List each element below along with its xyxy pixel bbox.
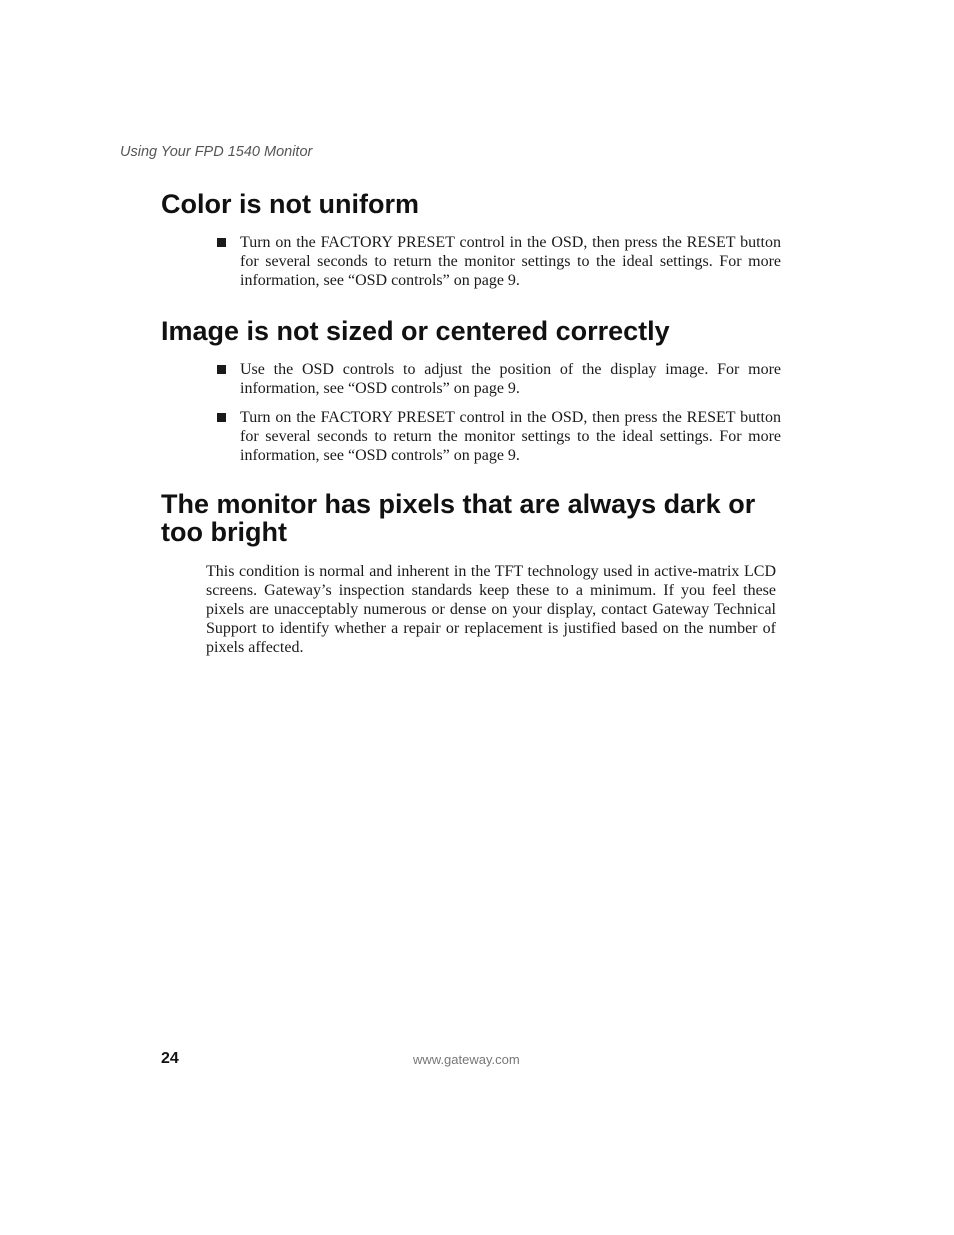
list-item-text: Turn on the FACTORY PRESET control in the OSD, then press the RESET button for several seconds to return the monitor settings to the ideal settings. For more information, see “OSD controls” on page 9. xyxy=(240,234,781,289)
bullet-list-image-size xyxy=(161,360,781,475)
section-heading-image-size: Image is not sized or centered correctly xyxy=(161,316,670,346)
bullet-square-icon xyxy=(217,365,226,374)
list-item xyxy=(161,408,781,465)
list-item xyxy=(161,233,781,290)
list-item-text: Turn on the FACTORY PRESET control in the OSD, then press the RESET button for several seconds to return the monitor settings to the ideal settings. For more information, see “OSD controls” on page 9. xyxy=(240,409,781,464)
bullet-square-icon xyxy=(217,238,226,247)
list-item xyxy=(161,360,781,398)
footer-url: www.gateway.com xyxy=(413,1052,520,1067)
bullet-square-icon xyxy=(217,413,226,422)
section-heading-pixels: The monitor has pixels that are always dark or too bright xyxy=(161,489,756,547)
running-header: Using Your FPD 1540 Monitor xyxy=(120,144,313,160)
body-paragraph: This condition is normal and inherent in the TFT technology used in active-matrix LCD screens. Gateway’s inspection standards keep these to a minimum. If you feel these pixels are unacceptably numerous or dense on your display, contact Gateway Technical Support to identify whether a repair or replacement is justified based on the number of pixels affected. xyxy=(206,563,776,656)
list-item-text: Use the OSD controls to adjust the position of the display image. For more information, see “OSD controls” on page 9. xyxy=(240,361,781,397)
bullet-list-color xyxy=(161,233,781,300)
section-heading-color: Color is not uniform xyxy=(161,189,419,219)
page-number: 24 xyxy=(161,1050,179,1067)
